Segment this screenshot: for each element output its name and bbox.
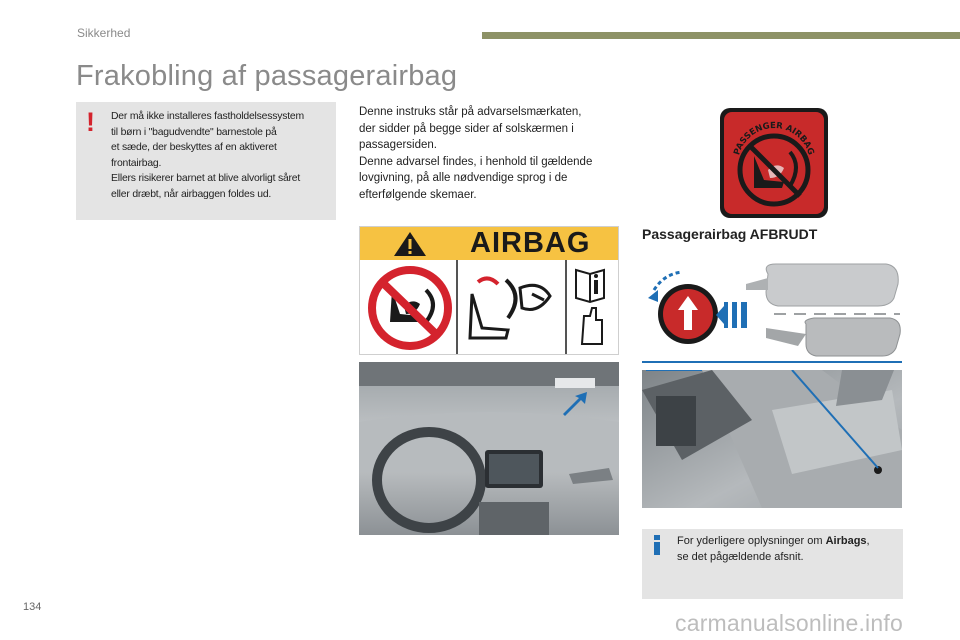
warning-line: Ellers risikerer barnet at blive alvorligt såret — [111, 173, 301, 184]
info-line-2: se det pågældende afsnit. — [677, 551, 804, 563]
intro-line: lovgivning, på alle nødvendige sprog i de — [359, 172, 568, 184]
intro-line: Denne instruks står på advarselsmærkaten, — [359, 106, 582, 118]
glovebox-photo — [642, 370, 902, 508]
page-title: Frakobling af passagerairbag — [76, 60, 458, 92]
section-label: Sikkerhed — [77, 26, 131, 40]
info-text-before: For yderligere oplysninger om — [677, 535, 826, 547]
badge-arc-text: PASSENGER AIRBAG — [732, 120, 816, 157]
page-number: 134 — [23, 601, 42, 613]
dashboard-photo — [359, 362, 619, 535]
warning-triangle-icon — [392, 230, 428, 258]
airbags-link[interactable]: Airbags — [825, 535, 867, 547]
info-icon — [653, 535, 661, 555]
warning-text — [111, 109, 333, 202]
warning-line: eller dræbt, når airbaggen foldes ud. — [111, 188, 272, 200]
manual-book-icon — [576, 270, 604, 344]
warning-line: et sæde, der beskyttes af en aktiveret — [111, 142, 277, 153]
warning-line: til børn i "bagudvendte" barnestole på — [111, 126, 277, 138]
key-switch-illustration — [642, 258, 902, 366]
intro-line: der sidder på begge sider af solskærmen i — [359, 122, 574, 135]
info-text — [677, 533, 899, 565]
intro-paragraph — [359, 104, 619, 203]
passenger-airbag-badge — [720, 108, 828, 218]
airbag-label-icons — [360, 260, 618, 354]
warning-exclamation-icon: ! — [86, 107, 95, 137]
info-line-1 — [677, 533, 899, 549]
no-rear-facing-seat-icon — [372, 270, 448, 346]
warning-line: frontairbag. — [111, 157, 162, 169]
section-subheading: Passagerairbag AFBRUDT — [642, 226, 818, 242]
warning-line: Der må ikke installeres fastholdelsessystem — [111, 111, 304, 122]
airbag-label-text: AIRBAG — [470, 227, 591, 259]
intro-line: passagersiden. — [359, 139, 437, 151]
intro-line: efterfølgende skemaer. — [359, 188, 477, 201]
header-bar — [482, 32, 960, 39]
intro-line: Denne advarsel findes, i henhold til gældende — [359, 155, 593, 168]
watermark: carmanualsonline.info — [675, 610, 903, 636]
info-text-after: , — [866, 535, 870, 547]
airbag-deploy-icon — [470, 278, 550, 338]
